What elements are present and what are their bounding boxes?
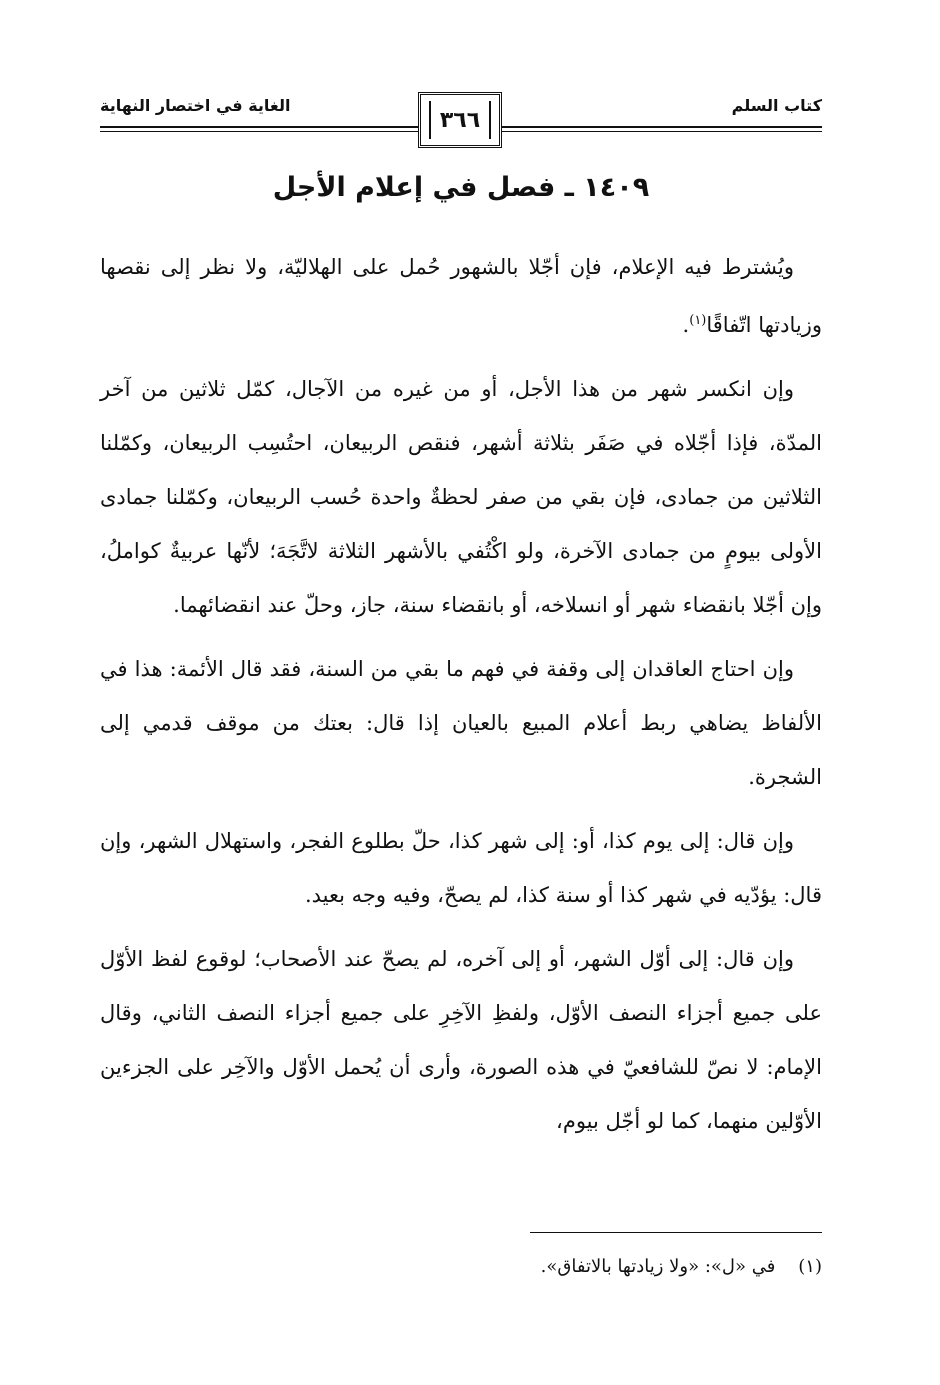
book-title: كتاب السلم bbox=[731, 96, 822, 115]
paragraph bbox=[100, 240, 822, 352]
footnote-text: في «ل»: «ولا زيادتها بالاتفاق». bbox=[540, 1256, 776, 1277]
paragraph-tail: . bbox=[682, 313, 690, 337]
footnote-separator bbox=[530, 1232, 822, 1233]
paragraph: وإن احتاج العاقدان إلى وقفة في فهم ما بقي من السنة، فقد قال الأئمة: هذا في الألفاظ يضاهي ربط أعلام المبيع بالعيان إذا قال: بعتك من موقف قدمي إلى الشجرة. bbox=[100, 657, 822, 789]
section-heading: ١٤٠٩ ـ فصل في إعلام الأجل bbox=[272, 172, 650, 203]
paragraph: وإن انكسر شهر من هذا الأجل، أو من غيره من الآجال، كمّل ثلاثين من آخر المدّة، فإذا أجّلاه في صَفَر بثلاثة أشهر، فنقص الربيعان، احتُسِب الربيعان، وكمّلنا الثلاثين من جمادى، فإن بقي من صفر لحظةٌ واحدة حُسب الربيعان، وكمّلنا جمادى الأولى بيومٍ من جمادى الآخرة، ولو اكْتُفي بالأشهر الثلاثة لاتَّجَهَ؛ لأنّها عربيةٌ كواملُ، وإن أجّلا بانقضاء شهر أو انسلاخه، أو بانقضاء سنة، جاز، وحلّ عند انقضائهما. bbox=[100, 377, 822, 617]
footnote bbox=[100, 1256, 822, 1277]
main-text bbox=[100, 240, 822, 1158]
page-number: ٣٦٦ bbox=[439, 107, 481, 133]
page-number-frame bbox=[418, 92, 502, 148]
footnote-reference[interactable]: (١) bbox=[689, 313, 707, 328]
paragraph: وإن قال: إلى يوم كذا، أو: إلى شهر كذا، حلّ بطلوع الفجر، واستهلال الشهر، وإن قال: يؤدّيه في شهر كذا أو سنة كذا، لم يصحّ، وفيه وجه بعيد. bbox=[100, 829, 822, 907]
running-header bbox=[100, 92, 822, 152]
footnote-marker: (١) bbox=[798, 1256, 822, 1277]
paragraph-text: ويُشترط فيه الإعلام، فإن أجّلا بالشهور حُمل على الهلاليّة، ولا نظر إلى نقصها وزيادتها اتّفاقًا bbox=[100, 255, 822, 337]
paragraph: وإن قال: إلى أوّل الشهر، أو إلى آخره، لم يصحّ عند الأصحاب؛ لوقوع لفظ الأوّل على جميع أجزاء النصف الأوّل، ولفظِ الآخِرِ على جميع أجزاء النصف الثاني، وقال الإمام: لا نصّ للشافعيّ في هذه الصورة، وأرى أن يُحمل الأوّل والآخِر على الجزءين الأوّلين منهما، كما لو أجّل بيوم، bbox=[100, 947, 822, 1133]
work-title: الغاية في اختصار النهاية bbox=[100, 96, 291, 115]
